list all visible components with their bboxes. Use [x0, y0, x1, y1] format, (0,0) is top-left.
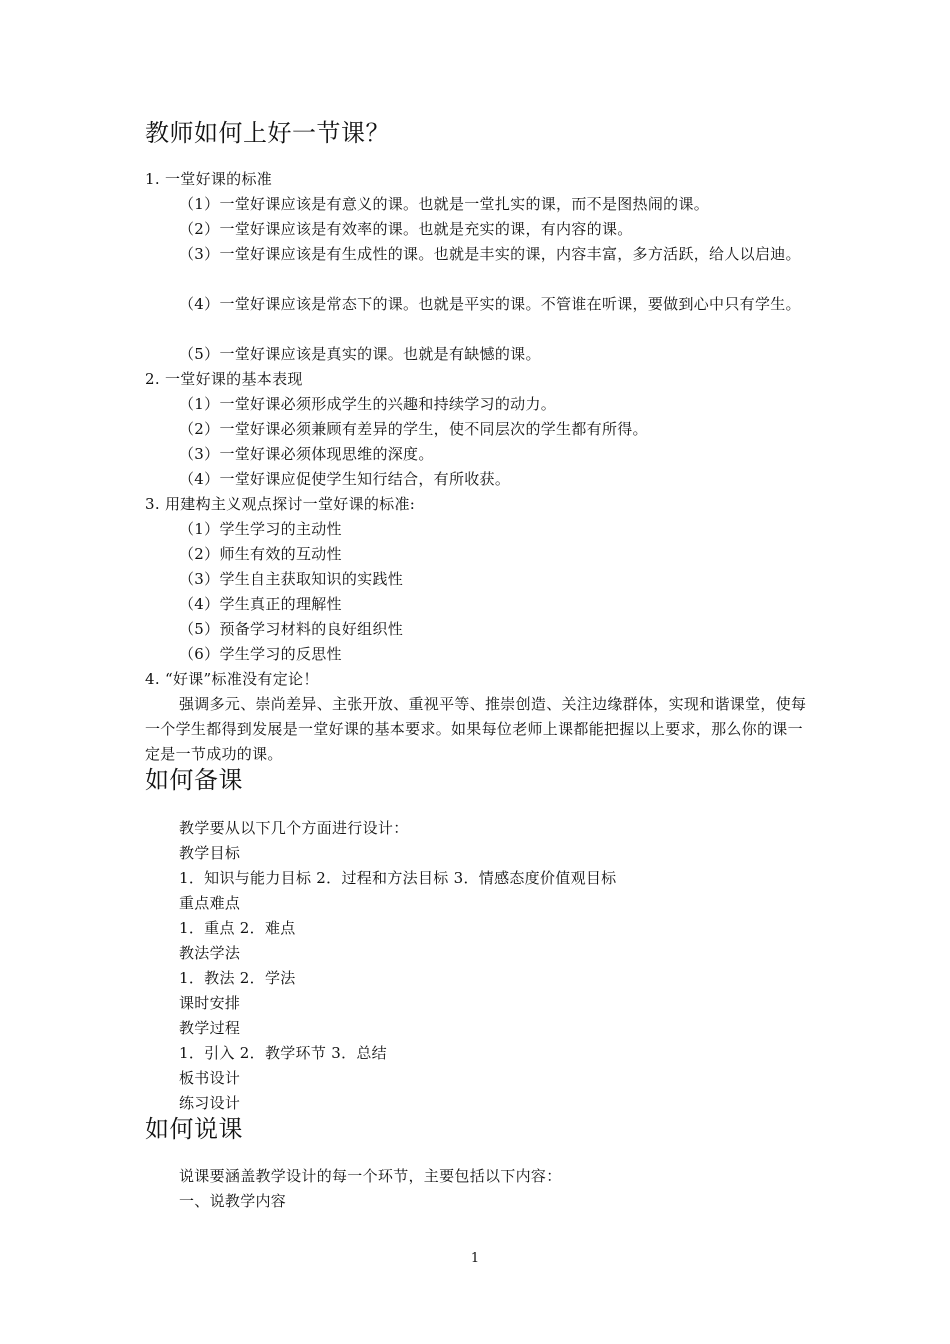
section-heading-3: 3. 用建构主义观点探讨一堂好课的标准:: [145, 495, 416, 513]
list-item: （4）一堂好课应该是常态下的课。也就是平实的课。不管谁在听课，要做到心中只有学生。: [179, 295, 801, 313]
list-item: （2）一堂好课必须兼顾有差异的学生，使不同层次的学生都有所得。: [179, 420, 648, 438]
list-item: （6）学生学习的反思性: [179, 645, 342, 663]
list-item: （3）一堂好课应该是有生成性的课。也就是丰实的课，内容丰富，多方活跃，给人以启迪。: [179, 245, 801, 263]
page-number: 1: [470, 1251, 480, 1266]
list-item: （4）一堂好课应促使学生知行结合，有所收获。: [179, 470, 511, 488]
list-item: （5）预备学习材料的良好组织性: [179, 620, 404, 638]
section-heading-2: 2. 一堂好课的基本表现: [145, 370, 303, 388]
prep-line: 教学过程: [179, 1019, 241, 1037]
prep-heading: 如何备课: [145, 766, 243, 794]
section-heading-4: 4. “好课”标准没有定论！: [145, 670, 319, 688]
talk-line: 说课要涵盖教学设计的每一个环节，主要包括以下内容：: [179, 1167, 562, 1185]
talk-heading: 如何说课: [145, 1115, 243, 1143]
talk-line: 一、说教学内容: [179, 1192, 287, 1210]
page-title: 教师如何上好一节课？: [145, 119, 390, 147]
section-heading-1: 1. 一堂好课的标准: [145, 170, 273, 188]
list-item: （4）学生真正的理解性: [179, 595, 342, 613]
prep-line: 教学目标: [179, 844, 241, 862]
prep-line: 1．教法 2．学法: [179, 969, 296, 987]
list-item: （1）一堂好课应该是有意义的课。也就是一堂扎实的课，而不是图热闹的课。: [179, 195, 710, 213]
list-item: （2）师生有效的互动性: [179, 545, 342, 563]
prep-line: 重点难点: [179, 894, 241, 912]
list-item: （2）一堂好课应该是有效率的课。也就是充实的课，有内容的课。: [179, 220, 633, 238]
list-item: （3）学生自主获取知识的实践性: [179, 570, 404, 588]
prep-line: 1．重点 2．难点: [179, 919, 296, 937]
prep-line: 1．知识与能力目标 2．过程和方法目标 3．情感态度价值观目标: [179, 869, 617, 887]
prep-line: 1．引入 2．教学环节 3．总结: [179, 1044, 387, 1062]
list-item: （3）一堂好课必须体现思维的深度。: [179, 445, 434, 463]
prep-line: 练习设计: [179, 1094, 241, 1112]
section-4-paragraph: 强调多元、崇尚差异、主张开放、重视平等、推崇创造、关注边缘群体，实现和谐课堂，使每一个学生都得到发展是一堂好课的基本要求。如果每位老师上课都能把握以上要求，那么你的课一定是一节成功的课。: [145, 695, 807, 763]
prep-line: 教法学法: [179, 944, 241, 962]
prep-line: 课时安排: [179, 994, 241, 1012]
list-item: （1）一堂好课必须形成学生的兴趣和持续学习的动力。: [179, 395, 557, 413]
prep-line: 板书设计: [179, 1069, 241, 1087]
prep-line: 教学要从以下几个方面进行设计：: [179, 819, 409, 837]
list-item: （1）学生学习的主动性: [179, 520, 342, 538]
list-item: （5）一堂好课应该是真实的课。也就是有缺憾的课。: [179, 345, 541, 363]
